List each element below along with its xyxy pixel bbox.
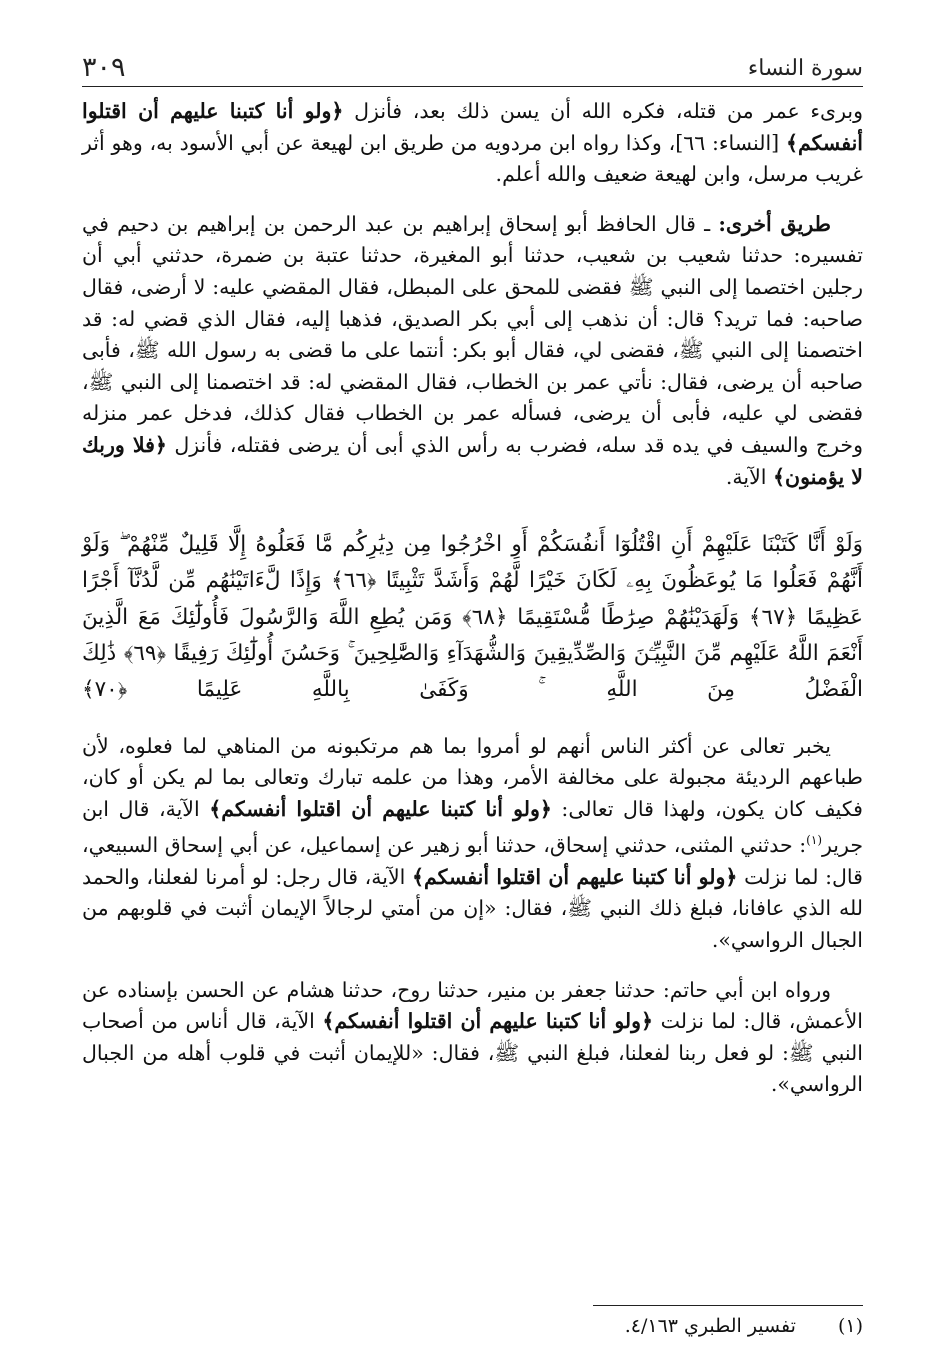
p2-end: الآية. [725, 464, 767, 489]
p1-quote: ﴿ولو أنا كتبنا عليهم أن اقتلوا أنفسكم﴾ [82, 99, 863, 155]
page-body [82, 96, 863, 1101]
page-number: ٣٠٩ [82, 52, 126, 83]
surah-title: سورة النساء [747, 56, 863, 81]
footnote-ref[interactable]: (١) [806, 833, 822, 848]
footnote-text: تفسير الطبري ٤/١٦٣. [624, 1315, 796, 1337]
footnote-divider [593, 1305, 863, 1306]
footnote [82, 1313, 863, 1339]
p4-quote: ﴿ولو أنا كتبنا عليهم أن اقتلوا أنفسكم﴾ [322, 1009, 654, 1034]
paragraph-2 [82, 209, 863, 493]
p3-end: الآية، قال رجل: لو أمرنا لفعلنا، والحمد لله الذي عافانا، فبلغ ذلك النبي ﷺ، فقال: «إن من أمتي لرجالاً الإيمان أثبت في قلوبهم من الجبال الرواسي». [82, 864, 863, 952]
p3-quote: ﴿ولو أنا كتبنا عليهم أن اقتلوا أنفسكم﴾ [209, 796, 552, 821]
p3-quote-2: ﴿ولو أنا كتبنا عليهم أن اقتلوا أنفسكم﴾ [412, 864, 738, 889]
p3-mid: الآية، قال ابن جرير [82, 796, 863, 858]
p2-quote: ﴿فلا وربك لا يؤمنون﴾ [82, 432, 863, 489]
footnote-number: (١) [837, 1315, 863, 1337]
p3-text: يخبر تعالى عن أكثر الناس أنهم لو أمروا بما هم مرتكبونه من المناهي لما فعلوه، لأن طباعهم الرديئة مجبولة على مخالفة الأمر، وهذا من علمه تبارك وتعالى بما لم يكن أو كان، فكيف كان يكون، ولهذا قال تعالى: [82, 733, 863, 821]
paragraph-1 [82, 96, 863, 191]
p3-rest: : حدثني المثنى، حدثني إسحاق، حدثنا أبو زهير عن إسماعيل، عن أبي إسحاق السبيعي، قال: لما نزلت [82, 833, 863, 889]
p4-rest: الآية، قال أناس من أصحاب النبي ﷺ: لو فعل ربنا لفعلنا، فبلغ النبي ﷺ، فقال: «للإيمان أثبت في قلوب أهله من الجبال الرواسي». [82, 1009, 863, 1097]
p1-text: وبرىء عمر من قتله، فكره الله أن يسن ذلك بعد، فأنزل [354, 99, 863, 123]
page-header [82, 52, 863, 87]
paragraph-4 [82, 975, 863, 1101]
p1-rest: [النساء: ٦٦]، وكذا رواه ابن مردويه من طريق ابن لهيعة عن أبي الأسود به، وهو أثر غريب مرسل، وابن لهيعة ضعيف والله أعلم. [82, 130, 863, 187]
p2-text: ـ قال الحافظ أبو إسحاق إبراهيم بن عبد الرحمن بن إبراهيم بن دحيم في تفسيره: حدثنا شعيب بن شعيب، حدثنا أبو المغيرة، حدثنا عتبة بن ضمرة، حدثني أبي أن رجلين اختصما إلى النبي ﷺ فقضى للمحق على المبطل، فقال المقضي عليه: لا أرضى، فقال صاحبه: فما تريد؟ قال: أن نذهب إلى أبي بكر الصديق، فذهبا إليه، فقال الذي قضي له: قد اختصمنا إلى النبي ﷺ، فقضى لي، فقال أبو بكر: أنتما على ما قضى به رسول الله ﷺ، فأبى صاحبه أن يرضى، فقال: نأتي عمر بن الخطاب، فقال المقضي له: قد اختصمنا إلى النبي ﷺ، فقضى لي عليه، فأبى أن يرضى، فسأله عمر بن الخطاب فقال كذلك، فدخل عمر منزله وخرج والسيف في يده قد سله، فضرب به رأس الذي أبى أن يرضى فقتله، فأنزل [82, 211, 863, 457]
p4-text: ورواه ابن أبي حاتم: حدثنا جعفر بن منير، حدثنا روح، حدثنا هشام عن الحسن بإسناده عن الأعمش، قال: لما نزلت [82, 977, 863, 1034]
quran-verses: وَلَوْ أَنَّا كَتَبْنَا عَلَيْهِمْ أَنِ اقْتُلُوٓا أَنفُسَكُمْ أَوِ اخْرُجُوا مِن دِيَٰرِكُم مَّا فَعَلُوهُ إِلَّا قَلِيلٌ مِّنْهُمْ ۖ وَلَوْ أَنَّهُمْ فَعَلُوا مَا يُوعَظُونَ بِهِۦ لَكَانَ خَيْرًا لَّهُمْ وَأَشَدَّ تَثْبِيتًا ﴿٦٦﴾ وَإِذًا لَّءَاتَيْنَٰهُم مِّن لَّدُنَّآ أَجْرًا عَظِيمًا ﴿٦٧﴾ وَلَهَدَيْنَٰهُمْ صِرَٰطًا مُّسْتَقِيمًا ﴿٦٨﴾ وَمَن يُطِعِ اللَّهَ وَالرَّسُولَ فَأُولَٰٓئِكَ مَعَ الَّذِينَ أَنْعَمَ اللَّهُ عَلَيْهِم مِّنَ النَّبِيِّـۧنَ وَالصِّدِّيقِينَ وَالشُّهَدَآءِ وَالصَّٰلِحِينَ ۚ وَحَسُنَ أُولَٰٓئِكَ رَفِيقًا ﴿٦٩﴾ ذَٰلِكَ الْفَضْلُ مِنَ اللَّهِ ۚ وَكَفَىٰ بِاللَّهِ عَلِيمًا ﴿٧٠﴾ [82, 532, 863, 703]
paragraph-3 [82, 731, 863, 957]
p2-lead: طريق أخرى: [718, 211, 831, 236]
